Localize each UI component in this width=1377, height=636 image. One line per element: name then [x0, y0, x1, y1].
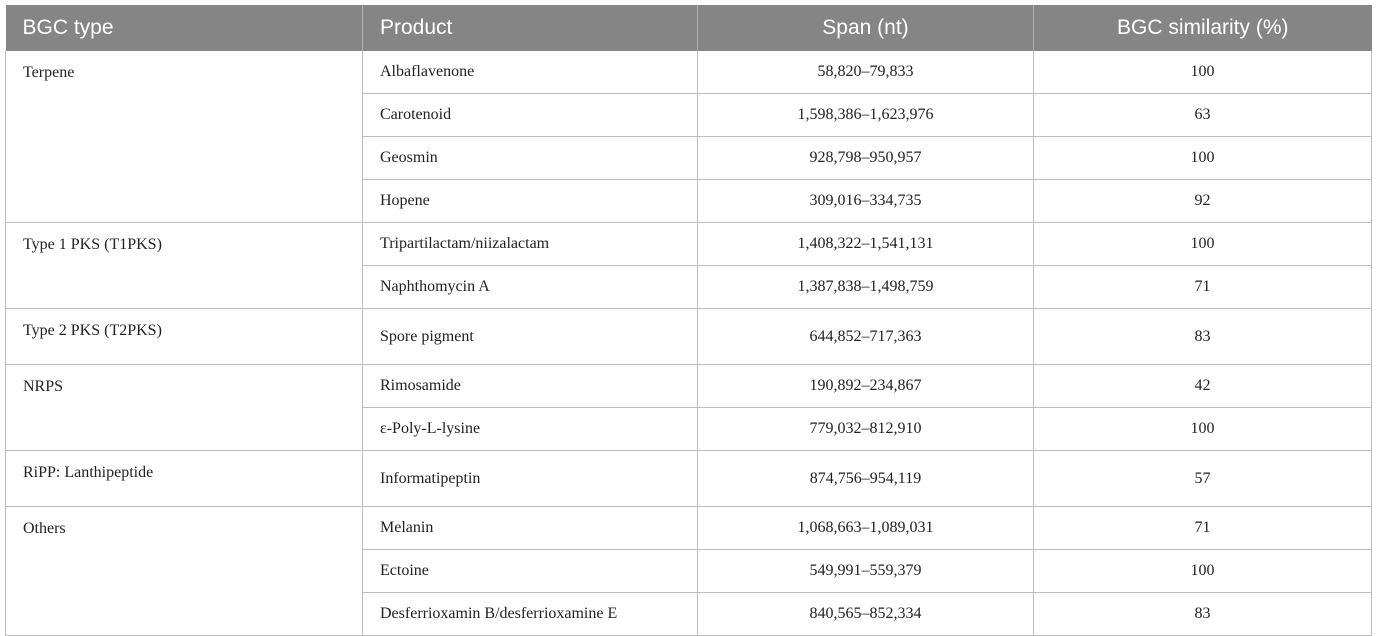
- cell-span: 644,852–717,363: [698, 309, 1034, 365]
- cell-product: Carotenoid: [363, 94, 698, 137]
- cell-product: Melanin: [363, 507, 698, 550]
- table-row: [6, 507, 1372, 550]
- cell-product: Informatipeptin: [363, 451, 698, 507]
- cell-span: 1,068,663–1,089,031: [698, 507, 1034, 550]
- cell-bgc-type: Others: [6, 507, 363, 636]
- cell-product: Spore pigment: [363, 309, 698, 365]
- cell-similarity: 63: [1034, 94, 1372, 137]
- cell-product: Ectoine: [363, 550, 698, 593]
- header-row: [6, 5, 1372, 51]
- table-row: [6, 51, 1372, 94]
- table-row: [6, 223, 1372, 266]
- cell-span: 928,798–950,957: [698, 137, 1034, 180]
- header-product: Product: [363, 5, 698, 51]
- cell-span: 58,820–79,833: [698, 51, 1034, 94]
- cell-product: Desferrioxamin B/desferrioxamine E: [363, 593, 698, 636]
- bgc-table: [5, 5, 1372, 636]
- table-row: [6, 365, 1372, 408]
- cell-similarity: 100: [1034, 51, 1372, 94]
- cell-product: Albaflavenone: [363, 51, 698, 94]
- cell-span: 779,032–812,910: [698, 408, 1034, 451]
- cell-similarity: 92: [1034, 180, 1372, 223]
- cell-span: 309,016–334,735: [698, 180, 1034, 223]
- cell-similarity: 42: [1034, 365, 1372, 408]
- cell-similarity: 71: [1034, 266, 1372, 309]
- cell-bgc-type: Type 1 PKS (T1PKS): [6, 223, 363, 309]
- header-span: Span (nt): [698, 5, 1034, 51]
- cell-product: Naphthomycin A: [363, 266, 698, 309]
- cell-span: 874,756–954,119: [698, 451, 1034, 507]
- table-row: [6, 451, 1372, 507]
- cell-similarity: 100: [1034, 408, 1372, 451]
- table-header: [6, 5, 1372, 51]
- header-similarity: BGC similarity (%): [1034, 5, 1372, 51]
- cell-similarity: 100: [1034, 550, 1372, 593]
- cell-similarity: 100: [1034, 223, 1372, 266]
- cell-bgc-type: Terpene: [6, 51, 363, 223]
- cell-similarity: 83: [1034, 309, 1372, 365]
- cell-span: 1,387,838–1,498,759: [698, 266, 1034, 309]
- cell-similarity: 83: [1034, 593, 1372, 636]
- cell-span: 1,598,386–1,623,976: [698, 94, 1034, 137]
- cell-bgc-type: Type 2 PKS (T2PKS): [6, 309, 363, 365]
- cell-product: Rimosamide: [363, 365, 698, 408]
- cell-span: 1,408,322–1,541,131: [698, 223, 1034, 266]
- table-body: [6, 51, 1372, 636]
- cell-similarity: 100: [1034, 137, 1372, 180]
- cell-bgc-type: RiPP: Lanthipeptide: [6, 451, 363, 507]
- cell-product: Geosmin: [363, 137, 698, 180]
- cell-similarity: 57: [1034, 451, 1372, 507]
- cell-span: 840,565–852,334: [698, 593, 1034, 636]
- cell-span: 190,892–234,867: [698, 365, 1034, 408]
- cell-bgc-type: NRPS: [6, 365, 363, 451]
- header-bgc-type: BGC type: [6, 5, 363, 51]
- cell-product: Tripartilactam/niizalactam: [363, 223, 698, 266]
- table-row: [6, 309, 1372, 365]
- cell-similarity: 71: [1034, 507, 1372, 550]
- cell-span: 549,991–559,379: [698, 550, 1034, 593]
- cell-product: ε-Poly-L-lysine: [363, 408, 698, 451]
- cell-product: Hopene: [363, 180, 698, 223]
